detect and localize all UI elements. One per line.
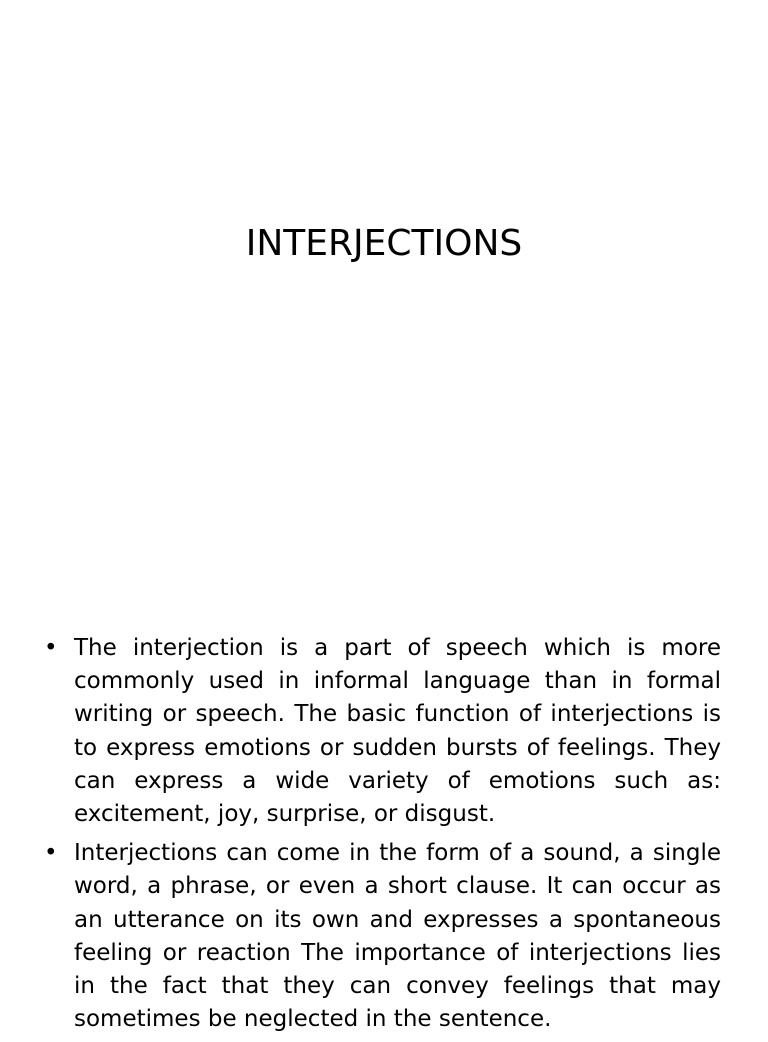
bullet-list	[40, 632, 721, 1042]
bullet-item	[40, 837, 721, 1036]
bullet-item	[40, 632, 721, 831]
bullet-marker: •	[44, 840, 58, 867]
bullet-text: The interjection is a part of speech which is more commonly used in informal language than in formal writing or speech. The basic function of interjections is to express emotions or sudden bursts of feelings. They can express a wide variety of emotions such as: excitement, joy, surprise, or disgust.	[74, 635, 721, 828]
bullet-text: Interjections can come in the form of a sound, a single word, a phrase, or even a short clause. It can occur as an utterance on its own and expresses a spontaneous feeling or reaction The importance of interjections lies in the fact that they can convey feelings that may sometimes be neglected in the sentence.	[74, 840, 721, 1033]
slide-title: INTERJECTIONS	[245, 223, 523, 264]
bullet-marker: •	[44, 635, 58, 661]
